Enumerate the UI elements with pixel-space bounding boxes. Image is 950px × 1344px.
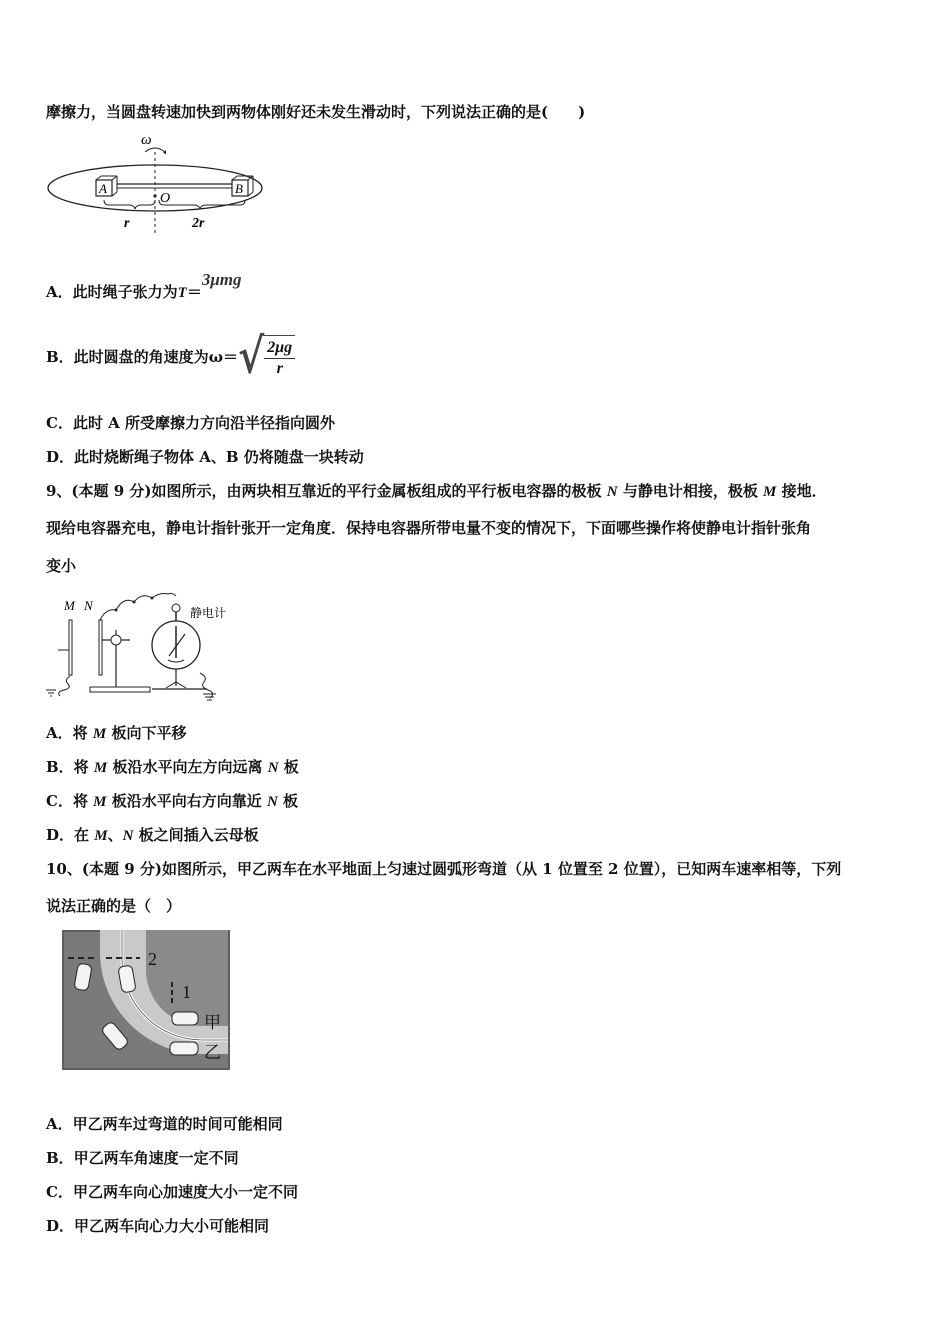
q10-stem-line1: 10、(本题 9 分)如图所示，甲乙两车在水平地面上匀速过圆弧形弯道（从 1 位置至 2 位置），已知两车速率相等，下列 (46, 860, 842, 878)
q10-option-b[interactable]: B．甲乙两车角速度一定不同 (46, 1149, 239, 1167)
q8-option-b-text: B．此时圆盘的角速度为 (46, 348, 209, 366)
q9-option-b[interactable]: B．将 M 板沿水平向左方向远离 N 板 (46, 758, 299, 776)
plate-n-label: N (84, 598, 93, 613)
omega-label: ω (141, 132, 152, 148)
q9-option-d[interactable]: D．在 M、N 板之间插入云母板 (46, 826, 259, 844)
q10-option-d[interactable]: D．甲乙两车向心力大小可能相同 (46, 1217, 270, 1235)
q9-stem-line3: 变小 (46, 557, 77, 575)
curved-road-figure (62, 930, 230, 1070)
center-o-label: O (160, 191, 171, 206)
q8-option-a[interactable] (46, 270, 242, 303)
radius-r-label: r (124, 216, 130, 231)
frac-numerator: 2μg (264, 338, 295, 359)
q8-option-c[interactable]: C．此时 A 所受摩擦力方向沿半径指向圆外 (46, 414, 336, 432)
electrometer-knob (172, 604, 180, 612)
tension-symbol: T (177, 285, 187, 301)
car-yi (170, 1042, 198, 1055)
q8-option-b[interactable] (46, 328, 295, 385)
plate-m (69, 620, 72, 675)
q10-option-a[interactable]: A．甲乙两车过弯道的时间可能相同 (46, 1115, 283, 1133)
car-jia (172, 1012, 198, 1025)
electrometer-label: 静电计 (190, 606, 227, 620)
car-jia-label: 甲 (204, 1013, 221, 1033)
rotating-disk-figure (44, 130, 266, 240)
omega-eq: ω＝ (208, 348, 238, 366)
plate-n (99, 620, 102, 675)
tension-formula: 3μmg (201, 270, 242, 289)
equals-sign: ＝ (186, 283, 202, 301)
q9-stem-line2: 现给电容器充电，静电计指针张开一定角度．保持电容器所带电量不变的情况下，下面哪些操作将使静电计指针张角 (46, 519, 812, 537)
q9-stem-line1: 9、(本题 9 分)如图所示，由两块相互靠近的平行金属板组成的平行板电容器的极板 N 与静电计相接，极板 M 接地． (46, 482, 827, 500)
block-b-label: B (235, 181, 243, 196)
position-1-label: 1 (182, 982, 191, 1002)
q8-option-a-text: A．此时绳子张力为 (46, 283, 178, 301)
radius-2r-label: 2r (192, 216, 205, 231)
q8-option-d[interactable]: D．此时烧断绳子物体 A、B 仍将随盘一块转动 (46, 448, 364, 466)
angular-velocity-formula: √ $\frac{2\mu g}{r}$ (238, 335, 295, 379)
q9-option-a[interactable]: A．将 M 板向下平移 (46, 724, 187, 742)
capacitor-electrometer-figure (42, 590, 242, 702)
q9-option-c[interactable]: C．将 M 板沿水平向右方向靠近 N 板 (46, 792, 299, 810)
block-a-label: A (99, 181, 107, 196)
car-yi-label: 乙 (204, 1043, 221, 1063)
position-2-label: 2 (148, 949, 157, 969)
frac-denominator: r (276, 360, 283, 377)
q10-option-c[interactable]: C．甲乙两车向心加速度大小一定不同 (46, 1183, 298, 1201)
q10-stem-line2: 说法正确的是（ ） (46, 897, 182, 915)
plate-m-label: M (64, 598, 75, 613)
q8-stem-tail: 摩擦力，当圆盘转速加快到两物体刚好还未发生滑动时，下列说法正确的是( ) (46, 103, 586, 121)
